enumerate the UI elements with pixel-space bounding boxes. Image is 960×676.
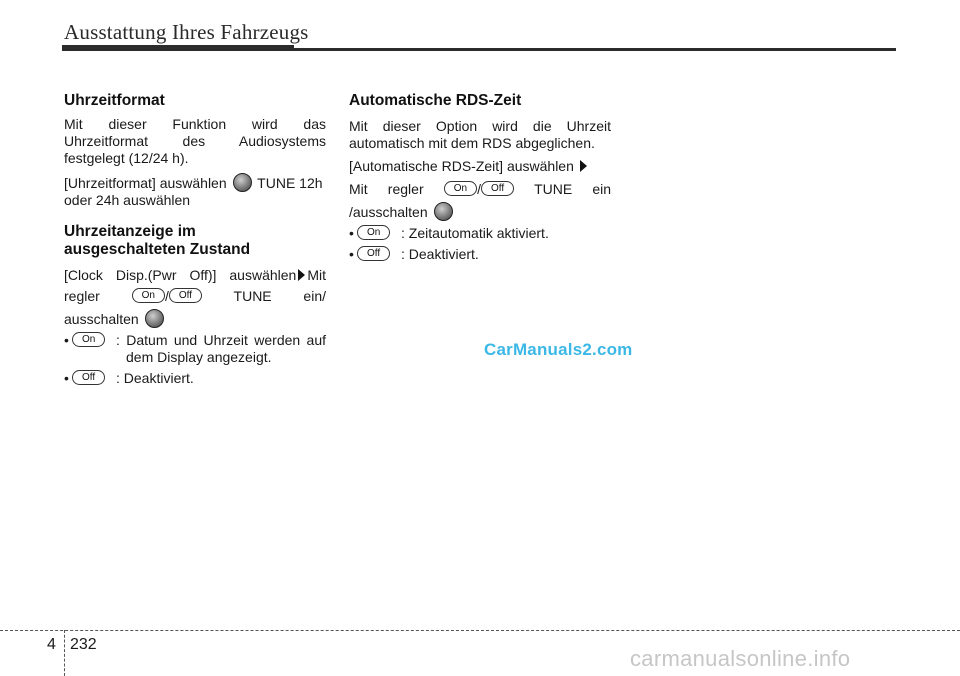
tune-knob-icon	[233, 173, 252, 192]
regler-line	[64, 288, 326, 305]
arrow-right-icon	[580, 160, 587, 172]
on-off-pills	[132, 288, 202, 304]
rds-ausschalten-line	[349, 202, 611, 221]
on-button-icon: On	[72, 332, 105, 347]
text-line: Mit dieser Funktion wird das	[64, 116, 326, 132]
instruction-text: regler	[64, 288, 100, 304]
text-line: Mit dieser Option wird die Uhrzeit	[349, 118, 611, 134]
footer-watermark: carmanualsonline.info	[630, 646, 851, 671]
text-line: festgelegt (12/24 h).	[64, 150, 189, 166]
uhrzeitformat-description	[64, 116, 326, 167]
uhrzeitformat-instruction	[64, 173, 326, 192]
on-button-icon: On	[132, 288, 165, 303]
on-button-icon: On	[357, 225, 390, 240]
bullet-on	[349, 225, 611, 242]
instruction-text: [Uhrzeitformat] auswählen	[64, 175, 227, 191]
rds-select-instruction	[349, 158, 611, 175]
text-line: automatisch mit dem RDS abgeglichen.	[349, 135, 595, 151]
text-line: Uhrzeitformat des Audiosystems	[64, 133, 326, 149]
off-button-icon: Off	[72, 370, 105, 385]
instruction-text: TUNE ein	[534, 181, 612, 197]
bullet-dot: •	[349, 246, 354, 262]
footer-divider	[64, 630, 65, 676]
instruction-text: Mit	[307, 267, 326, 283]
on-button-icon: On	[444, 181, 477, 196]
bullet-off	[64, 370, 326, 387]
separator: /	[477, 181, 481, 197]
heading-line: Uhrzeitanzeige im	[64, 223, 196, 240]
clock-disp-instruction	[64, 267, 326, 284]
header-title: Ausstattung Ihres Fahrzeugs	[64, 20, 309, 44]
instruction-text: ausschalten	[64, 311, 139, 327]
instruction-text: Mit regler	[349, 181, 424, 197]
section-heading-uhrzeitformat: Uhrzeitformat	[64, 92, 165, 109]
right-column	[349, 92, 611, 263]
bullet-off	[349, 246, 611, 263]
heading-line: ausgeschalteten Zustand	[64, 241, 251, 258]
instruction-text: [Automatische RDS-Zeit] auswählen	[349, 158, 574, 174]
separator: /	[164, 288, 169, 304]
rds-description	[349, 118, 611, 152]
ausschalten-line	[64, 309, 326, 328]
arrow-right-icon	[298, 269, 305, 281]
section-heading-uhrzeitanzeige	[64, 223, 326, 259]
text-line: dem Display angezeigt.	[126, 349, 272, 365]
on-off-pills	[444, 181, 514, 197]
bullet-text: : Deaktiviert.	[116, 370, 194, 386]
bullet-on	[64, 332, 326, 366]
instruction-text: TUNE 12h	[257, 175, 323, 191]
bullet-text: : Zeitautomatik aktiviert.	[401, 225, 549, 241]
watermark-link[interactable]: CarManuals2.com	[484, 340, 633, 359]
instruction-text: /ausschalten	[349, 204, 428, 220]
off-button-icon: Off	[481, 181, 514, 196]
text-line: oder 24h auswählen	[64, 192, 191, 208]
instruction-text: [Clock Disp.(Pwr Off)] auswählen	[64, 267, 297, 283]
instruction-text: TUNE ein/	[233, 288, 327, 304]
left-column	[64, 92, 326, 387]
page-number: 232	[70, 636, 97, 653]
footer-rule	[0, 630, 960, 631]
bullet-text	[116, 332, 326, 366]
header-rule	[62, 48, 896, 51]
rds-regler-line	[349, 181, 611, 198]
bullet-dot: •	[64, 370, 69, 386]
chapter-number: 4	[47, 636, 56, 653]
tune-knob-icon	[145, 309, 164, 328]
section-heading-rds-zeit: Automatische RDS-Zeit	[349, 92, 522, 109]
off-button-icon: Off	[169, 288, 202, 303]
bullet-dot: •	[64, 332, 69, 348]
bullet-text: : Deaktiviert.	[401, 246, 479, 262]
tune-knob-icon	[434, 202, 453, 221]
off-button-icon: Off	[357, 246, 390, 261]
bullet-dot: •	[349, 225, 354, 241]
text-line: : Datum und Uhrzeit werden auf	[116, 332, 326, 348]
